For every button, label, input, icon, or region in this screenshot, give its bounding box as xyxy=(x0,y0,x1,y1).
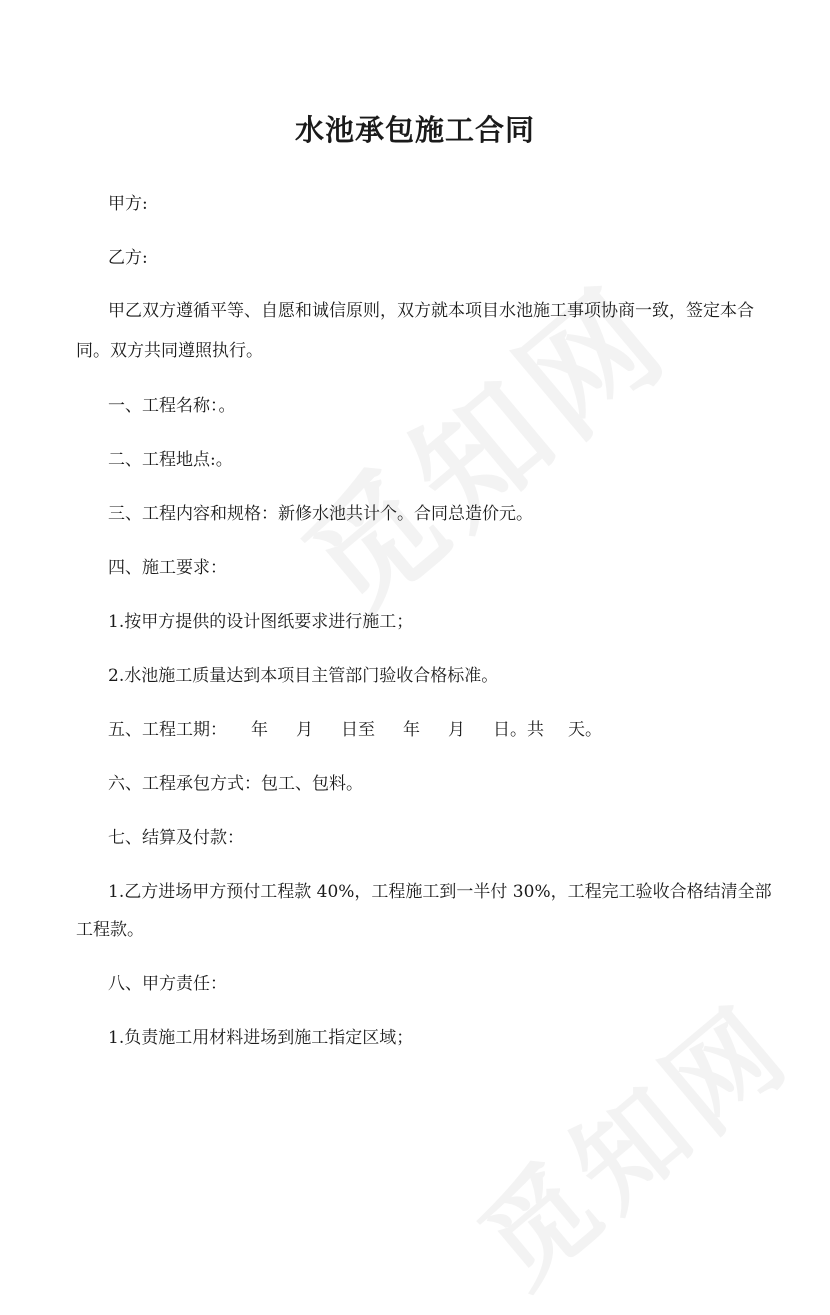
period-end-day: 日。共 xyxy=(493,720,544,740)
period-start-month: 月 xyxy=(296,720,313,740)
responsibility-item-1: 1.负责施工用材料进场到施工指定区域； xyxy=(108,1028,414,1048)
payment-item-1-line2: 工程款。 xyxy=(76,920,144,940)
intro-paragraph-line2: 同。双方共同遵照执行。 xyxy=(76,341,263,361)
intro-paragraph-line1: 甲乙双方遵循平等、自愿和诚信原则，双方就本项目水池施工事项协商一致，签定本合 xyxy=(108,301,754,321)
period-end-month: 月 xyxy=(448,720,465,740)
clause-settlement-payment: 七、结算及付款： xyxy=(108,828,244,848)
clause-construction-requirements: 四、施工要求： xyxy=(108,558,227,578)
requirement-item-1: 1.按甲方提供的设计图纸要求进行施工； xyxy=(108,612,414,632)
party-a-line: 甲方: xyxy=(108,194,148,214)
period-label: 五、工程工期： xyxy=(108,720,227,740)
clause-project-name: 一、工程名称：。 xyxy=(108,396,236,416)
clause-contract-method: 六、工程承包方式：包工、包料。 xyxy=(108,774,363,794)
watermark xyxy=(441,963,818,1315)
period-total-days: 天。 xyxy=(568,720,602,740)
payment-item-1-line1: 1.乙方进场甲方预付工程款 40%，工程施工到一半付 30%，工程完工验收合格结清全部 xyxy=(108,882,772,902)
document-title: 水池承包施工合同 xyxy=(294,113,535,147)
clause-project-location: 二、工程地点:。 xyxy=(108,450,233,470)
requirement-item-2: 2.水池施工质量达到本项目主管部门验收合格标准。 xyxy=(108,666,499,686)
clause-party-a-responsibility: 八、甲方责任： xyxy=(108,974,227,994)
clause-project-content: 三、工程内容和规格：新修水池共计个。合同总造价元。 xyxy=(108,504,533,524)
period-end-year: 年 xyxy=(403,720,420,740)
clause-construction-period xyxy=(108,718,602,742)
party-b-line: 乙方: xyxy=(108,248,148,268)
period-start-day: 日至 xyxy=(341,720,375,740)
period-start-year: 年 xyxy=(251,720,268,740)
